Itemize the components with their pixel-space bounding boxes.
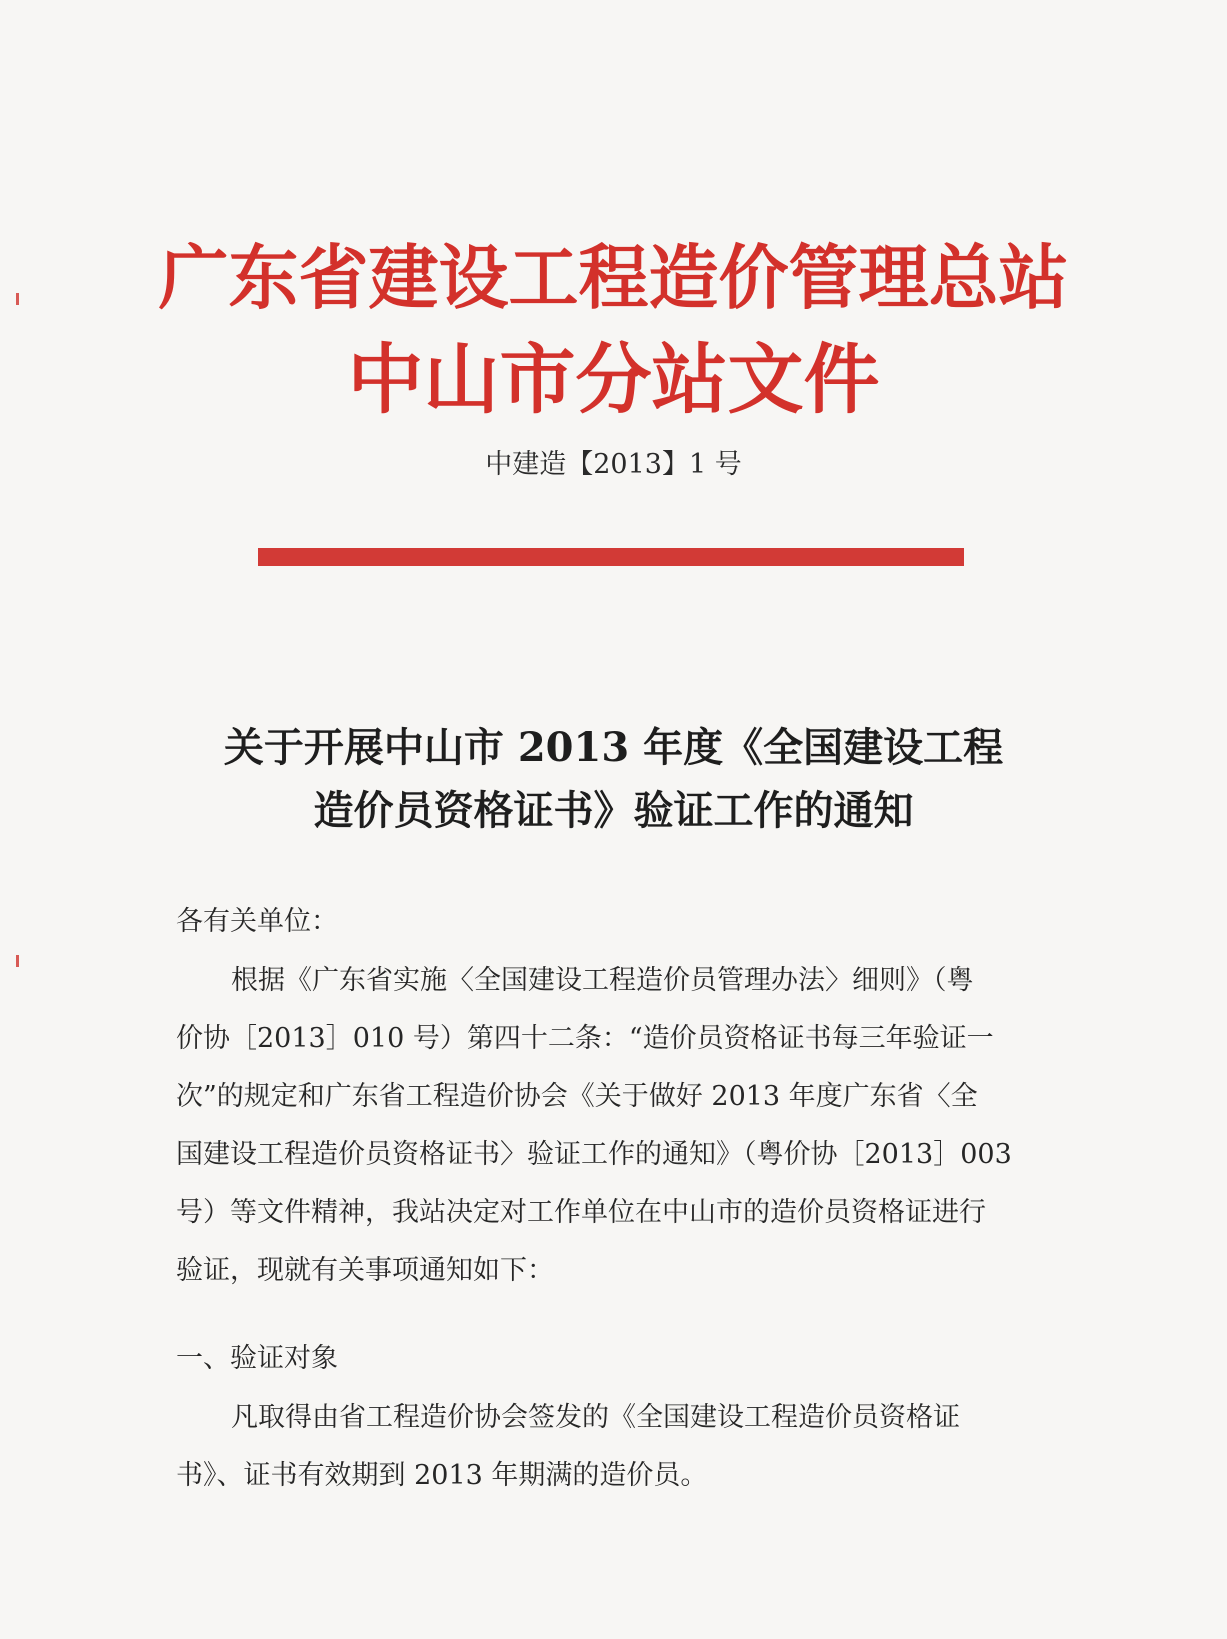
issuer-header-line1: 广东省建设工程造价管理总站 xyxy=(158,236,1069,319)
document-number: 中建造【2013】1 号 xyxy=(485,449,742,480)
paragraph-line: 凡取得由省工程造价协会签发的《全国建设工程造价员资格证 xyxy=(231,1402,960,1433)
paragraph-line: 书》、证书有效期到 2013 年期满的造价员。 xyxy=(176,1460,708,1491)
red-separator-rule xyxy=(258,548,964,566)
paragraph-line: 号）等文件精神，我站决定对工作单位在中山市的造价员资格证进行 xyxy=(176,1197,986,1228)
issuer-header-line2: 中山市分站文件 xyxy=(347,335,880,424)
notice-title-line2: 造价员资格证书》验证工作的通知 xyxy=(313,787,914,834)
paragraph-line: 次”的规定和广东省工程造价协会《关于做好 2013 年度广东省〈全 xyxy=(176,1081,978,1112)
paragraph-line: 验证，现就有关事项通知如下： xyxy=(176,1255,554,1286)
scan-mark xyxy=(16,955,19,967)
salutation: 各有关单位： xyxy=(176,906,338,937)
paragraph-line: 根据《广东省实施〈全国建设工程造价员管理办法〉细则》（粤 xyxy=(231,965,974,996)
paragraph-line: 国建设工程造价员资格证书〉验证工作的通知》（粤价协［2013］003 xyxy=(176,1139,1012,1170)
notice-title-line1: 关于开展中山市 2013 年度《全国建设工程 xyxy=(223,724,1004,771)
section-heading: 一、验证对象 xyxy=(176,1343,338,1374)
paragraph-line: 价协［2013］010 号）第四十二条：“造价员资格证书每三年验证一 xyxy=(176,1023,994,1054)
